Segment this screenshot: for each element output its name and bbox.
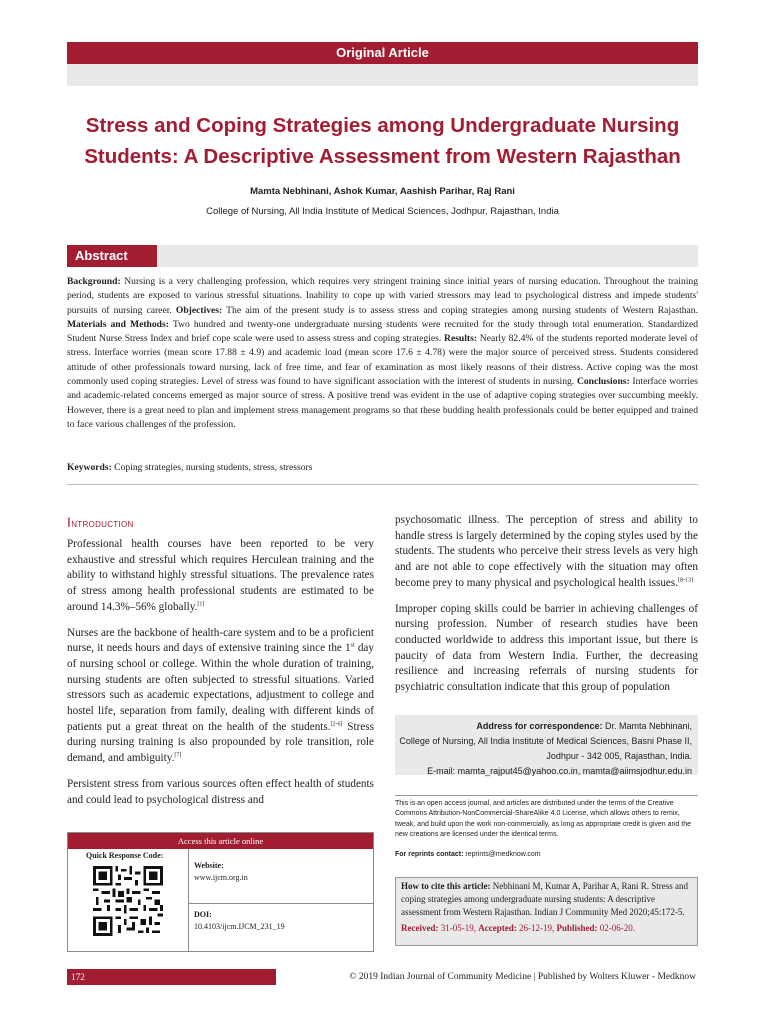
banner-divider <box>67 64 698 86</box>
abstract-body <box>67 275 698 432</box>
website-label: Website: <box>194 861 224 870</box>
title-line-2: Students: A Descriptive Assessment from Western Rajasthan <box>84 145 681 168</box>
background-label: Background: <box>67 276 121 287</box>
page-footer <box>67 969 698 985</box>
qr-label: Quick Response Code: <box>86 851 164 860</box>
intro-paragraph-5: Improper coping skills could be barrier in achieving challenges of nursing profession. Number of research studies have been conducted worldwide to address this important issue, but there is paucity of data from Western India. Further, the decreasing resilience and increasing referrals of nursing students for psychiatric consultation indicate that this group of population <box>395 602 698 694</box>
conclusions-text: Interface worries and academic-related concerns emerged as major source of stress. A positive trend was evident in the use of adaptive coping strategies over succumbing meekly. However, there is a great need to plan and implement stress management programs so that these budding health professionals could be better equipped and trained to face various challenges of the profession. <box>67 376 699 430</box>
keywords-divider <box>67 484 698 485</box>
objectives-text: The aim of the present study is to assess stress and coping strategies among nursing students of Western Rajasthan. <box>222 304 698 316</box>
affiliation: College of Nursing, All India Institute of Medical Sciences, Jodhpur, Rajasthan, India <box>206 206 559 217</box>
title-line-1: Stress and Coping Strategies among Undergraduate Nursing <box>85 114 680 137</box>
intro-heading-rest: ntroduction <box>71 516 134 530</box>
abstract-heading-gray <box>157 245 698 267</box>
citation-label: How to cite this article: <box>401 881 491 891</box>
intro-p4-text: psychosomatic illness. The perception of stress and ability to handle stress is largely determined by the coping styles used by the students. The students who perceive their stress levels as very high and are not able to cope effectively with the situation may often become prey to many physical and psychological health issues. <box>395 514 698 589</box>
intro-paragraph-3: Persistent stress from various sources often effect health of students and could lead to psychological distress and <box>67 777 374 806</box>
citation-text <box>401 880 692 919</box>
intro-paragraph-2 <box>67 626 374 767</box>
correspondence-label: Address for correspondence: <box>476 721 603 731</box>
ref-2-6[interactable]: [2-6] <box>330 721 343 727</box>
authors: Mamta Nebhinani, Ashok Kumar, Aashish Parihar, Raj Rani <box>250 186 515 197</box>
correspondence-line-3: Jodhpur - 342 005, Rajasthan, India. <box>546 751 692 761</box>
correspondence-line-1 <box>395 719 692 734</box>
ordinal-suffix: st <box>350 642 355 649</box>
methods-label: Materials and Methods: <box>67 318 169 330</box>
introduction-heading <box>67 514 134 530</box>
results-text: Nearly 82.4% of the students reported moderate level of stress. Interface worries (mean score 17.88 ± 4.9) and academic load (mean score 17.6 ± 4.78) were the major source of perceived stress. Students considered attitude of other professionals toward nursing, lack of free time, and fear of examination as most likely reasons of their distress. Active coping was the most commonly used coping strategies. Level of stress was found to have significant association with the interest of students in nursing. <box>67 333 698 388</box>
correspondence-line-2: College of Nursing, All India Institute of Medical Sciences, Basni Phase II, <box>399 736 692 746</box>
article-type-banner: Original Article <box>67 42 698 64</box>
keywords-text: Coping strategies, nursing students, stress, stressors <box>111 462 313 473</box>
published-date: 02-06-20. <box>597 923 635 933</box>
intro-p1-text: Professional health courses have been reported to be very exhaustive and stressful which requires Herculean training and the ability to withstand highly stressful situations. The prevalence rates of stress among health professional students are estimated to be around 14.3%–56% globally. <box>67 538 374 613</box>
published-label: Published: <box>556 923 598 933</box>
page-number: 172 <box>71 972 85 982</box>
reprints <box>395 851 698 858</box>
intro-paragraph-4 <box>395 513 698 592</box>
doi-label: DOI: <box>194 910 212 919</box>
results-label: Results: <box>444 333 478 345</box>
license-text: This is an open access journal, and articles are distributed under the terms of the Creative Commons Attribution-NonCommercial-ShareAlike 4.0 License, which allows others to remix, tweak, and build upon the work non-commercially, as long as appropriate credit is given and the new creations are licensed under the identical terms. <box>395 800 691 839</box>
ref-7[interactable]: [7] <box>174 752 182 759</box>
intro-initial: I <box>67 514 72 530</box>
accepted-label: Accepted: <box>478 923 517 933</box>
doi-link[interactable]: 10.4103/ijcm.IJCM_231_19 <box>194 922 285 931</box>
access-divider <box>188 903 373 904</box>
received-label: Received: <box>401 923 439 933</box>
reprints-email[interactable]: reprints@medknow.com <box>463 851 541 858</box>
intro-paragraph-1 <box>67 537 374 616</box>
access-heading: Access this article online <box>68 833 373 849</box>
correspondence-name: Dr. Mamta Nebhinani, <box>602 721 692 731</box>
article-title <box>67 110 698 172</box>
conclusions-label: Conclusions: <box>576 376 630 388</box>
website-link[interactable]: www.ijcm.org.in <box>194 873 248 882</box>
license-divider <box>395 795 698 796</box>
objectives-label: Objectives: <box>175 304 223 316</box>
citation-box <box>395 877 698 946</box>
abstract-heading-bar <box>67 245 698 267</box>
qr-code-icon[interactable] <box>93 866 163 936</box>
received-date: 31-05-19, <box>438 923 479 933</box>
methods-text: Two hundred and twenty-one undergraduate nursing students were recruited for the study through total enumeration. Standardized Student Nurse Stress Index and brief cope scale were used to assess stress and coping strategies. <box>67 318 698 345</box>
reprints-label: For reprints contact: <box>395 851 464 858</box>
qr-cell <box>68 849 189 951</box>
access-online-box <box>67 832 374 952</box>
background-text: Nursing is a very challenging profession, which requires very stringent training since initial years of nursing education. Throughout the training period, students are exposed to various stressful situations. Inability to cope up with varied stressors may lead to psychological distress and impede students' pursuits of nursing career. <box>67 276 698 316</box>
abstract-heading: Abstract <box>67 245 157 267</box>
keywords <box>67 462 698 473</box>
right-column <box>395 513 698 706</box>
accepted-date: 26-12-19, <box>516 923 557 933</box>
footer-copyright: © 2019 Indian Journal of Community Medicine | Published by Wolters Kluwer - Medknow <box>276 969 698 985</box>
correspondence-box <box>395 715 698 775</box>
ref-8-13[interactable]: [8-13] <box>678 577 694 584</box>
keywords-label: Keywords: <box>67 462 112 473</box>
ref-1[interactable]: [1] <box>197 601 205 608</box>
citation-body: Nebhinani M, Kumar A, Parihar A, Rani R. Stress and coping strategies among undergraduate nursing students: A descriptive assessment from Western Rajasthan. Indian J Community Med 2020;45:172-5. <box>401 881 688 917</box>
dates-line <box>401 922 692 935</box>
left-column <box>67 537 374 818</box>
intro-p2-text-a: Nurses are the backbone of health-care system and to be a proficient nurse, it needs hours and days of extensive training since the 1 <box>67 626 374 655</box>
correspondence-email[interactable]: E-mail: mamta_rajput45@yahoo.co.in, mamta@aiimsjodhur.edu.in <box>427 766 692 776</box>
intro-p2-text-b: day of nursing school or college. Within the whole duration of training, nursing students are often subjected to stressful situations. Varied stressors such as academic expectations, adjustment to college and hostel life, separation from family, dealing with different kinds of patients put a great threat on the health of the students. <box>67 642 374 733</box>
intro-p2-text-c: Stress during nursing training is also propounded by role transition, role demand, and ambiguity. <box>67 720 374 765</box>
